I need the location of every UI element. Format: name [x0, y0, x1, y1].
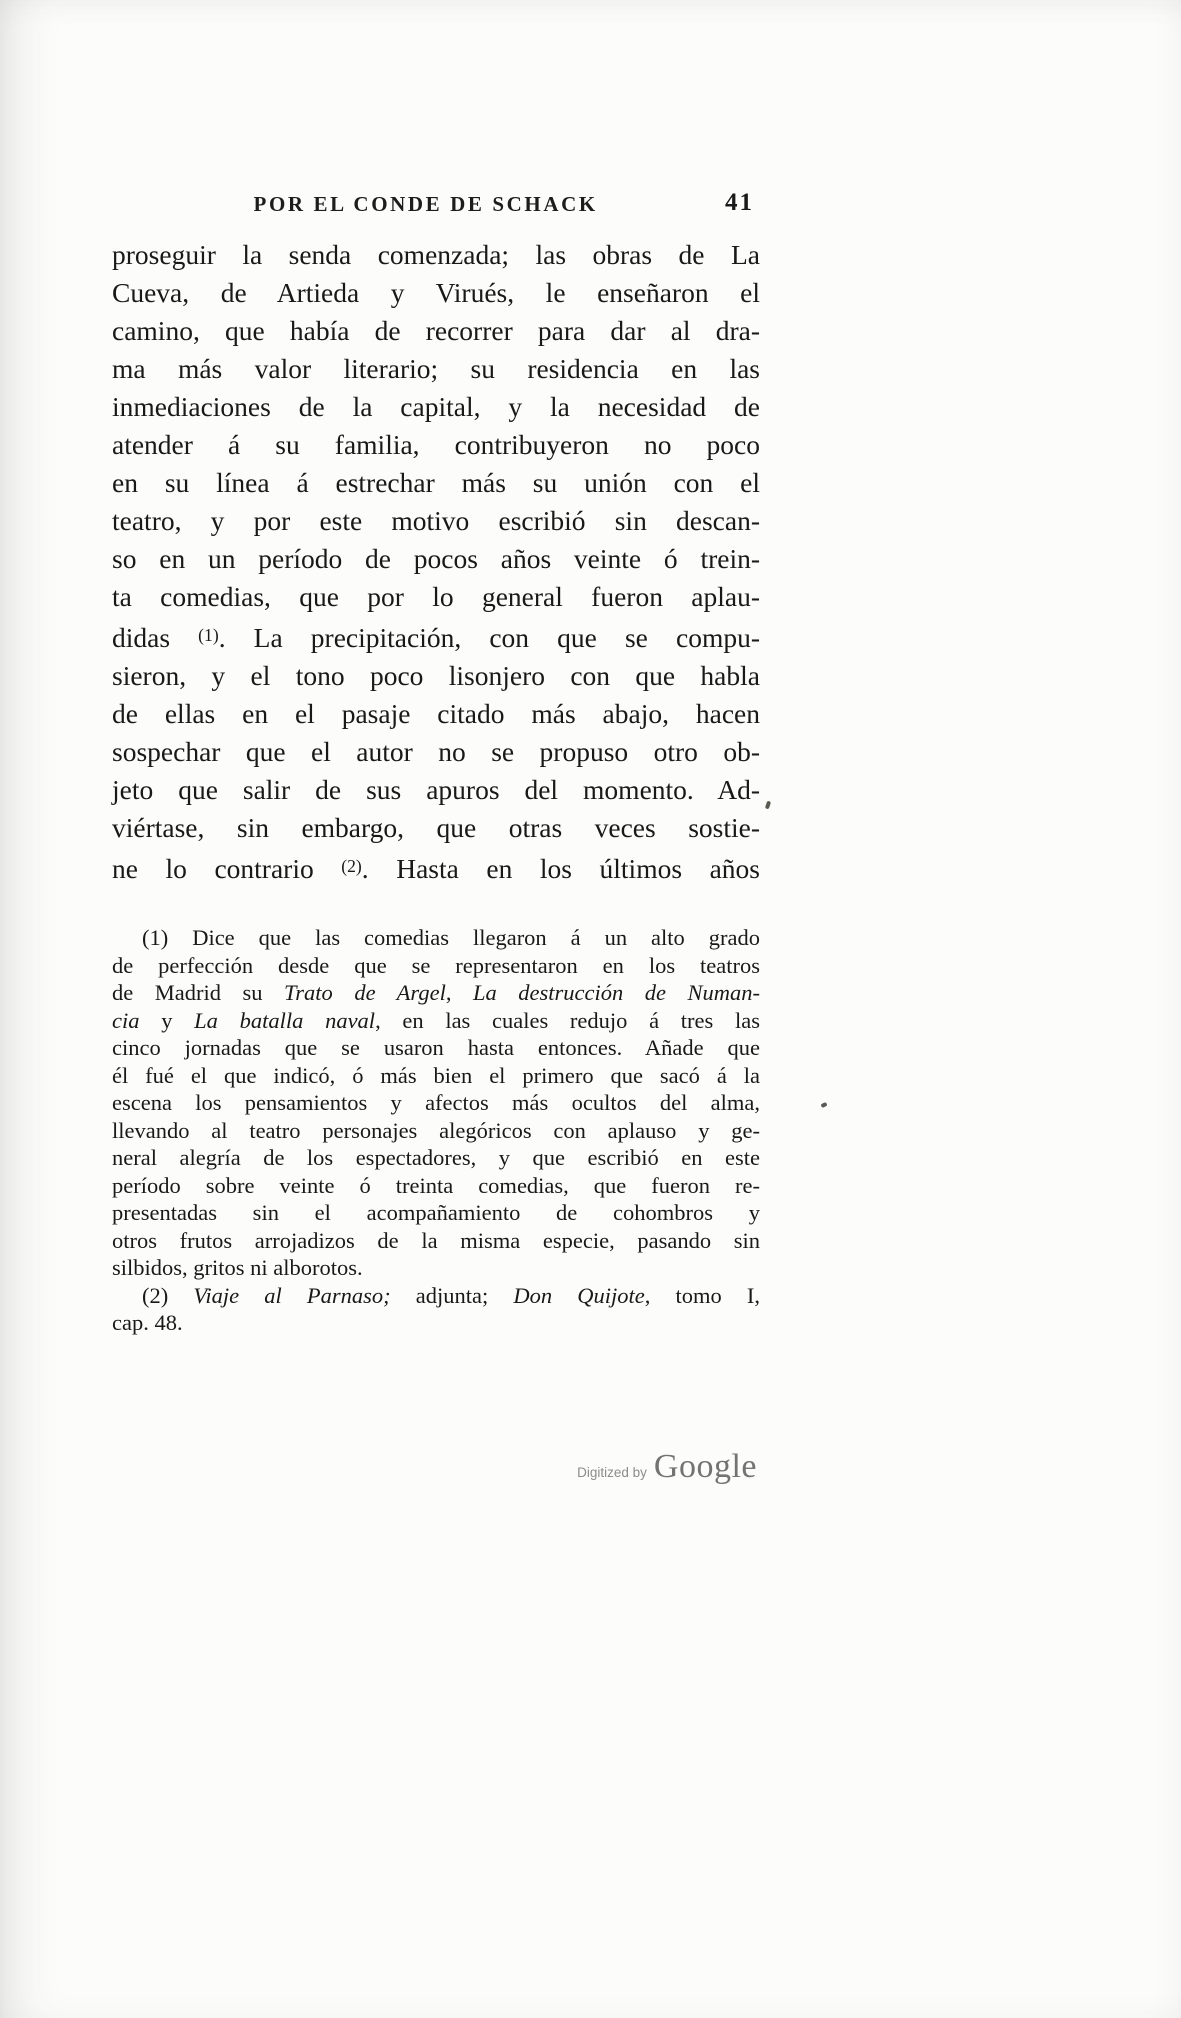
text-segment: silbidos, gritos ni alborotos. — [112, 1255, 363, 1280]
text-segment: ne lo contrario — [112, 853, 342, 884]
text-line — [112, 809, 760, 847]
text-segment: sospechar que el autor no se propuso otro ob- — [112, 736, 760, 767]
text-line — [112, 1062, 760, 1090]
text-segment: Cueva, de Artieda y Virués, le enseñaron el — [112, 277, 760, 308]
text-line — [112, 1144, 760, 1172]
page-header — [112, 189, 760, 224]
text-segment: La destrucción de Numan- — [472, 980, 760, 1005]
text-line — [112, 350, 760, 388]
text-line — [112, 1117, 760, 1145]
text-segment: viértase, sin embargo, que otras veces sostie- — [112, 812, 760, 843]
text-line — [112, 1034, 760, 1062]
text-segment: jeto que salir de sus apuros del momento. Ad- — [112, 774, 760, 805]
text-segment: él fué el que indicó, ó más bien el primero que sacó á la — [112, 1062, 760, 1088]
text-segment: otros frutos arrojadizos de la misma especie, pasando sin — [112, 1227, 760, 1253]
scan-speck — [820, 1102, 827, 1108]
text-segment: inmediaciones de la capital, y la necesidad de — [112, 391, 760, 422]
text-line — [112, 847, 760, 888]
text-segment: en su línea á estrechar más su unión con el — [112, 467, 760, 498]
text-line — [112, 388, 760, 426]
text-line — [112, 578, 760, 616]
text-line — [112, 924, 760, 952]
text-line — [112, 502, 760, 540]
text-segment: escena los pensamientos y afectos más ocultos del alma, — [112, 1090, 760, 1115]
body-text — [112, 236, 760, 888]
text-line — [112, 426, 760, 464]
text-line — [112, 464, 760, 502]
text-line — [112, 1007, 760, 1035]
text-segment: . La precipitación, con que se compu- — [218, 622, 760, 653]
footnote — [112, 1282, 760, 1337]
text-segment: proseguir la senda comenzada; las obras de La — [112, 239, 760, 270]
text-segment: camino, que había de recorrer para dar al dra- — [112, 315, 760, 346]
text-line — [112, 979, 760, 1007]
footnotes-section — [112, 924, 760, 1337]
text-line — [112, 312, 760, 350]
text-line — [112, 1089, 760, 1117]
text-line — [112, 657, 760, 695]
text-segment: adjunta; — [390, 1282, 514, 1308]
text-segment: Trato de Argel — [284, 980, 446, 1005]
text-line — [112, 1282, 760, 1310]
text-segment: didas — [112, 622, 199, 653]
text-line — [112, 1254, 760, 1282]
footnote — [112, 924, 760, 1282]
text-segment: llevando al teatro personajes alegóricos con aplauso y ge- — [112, 1117, 760, 1143]
scan-speck — [765, 801, 771, 810]
text-segment: cia — [112, 1007, 140, 1033]
text-segment: ta comedias, que por lo general fueron aplau- — [112, 581, 760, 612]
text-segment: cinco jornadas que se usaron hasta entonces. Añade que — [112, 1035, 760, 1060]
text-segment: La batalla naval — [194, 1007, 376, 1033]
text-segment: atender á su familia, contribuyeron no poco — [112, 429, 760, 460]
running-title: POR EL CONDE DE SCHACK — [253, 192, 598, 216]
footnote-marker: (2) — [341, 856, 362, 876]
text-segment: , en las cuales redujo á tres las — [375, 1007, 760, 1033]
text-segment: Don Quijote — [513, 1282, 645, 1308]
page-number: 41 — [725, 189, 754, 216]
text-line — [112, 1172, 760, 1200]
text-segment: período sobre veinte ó treinta comedias, que fueron re- — [112, 1172, 760, 1198]
text-line — [112, 1227, 760, 1255]
text-line — [112, 616, 760, 657]
text-segment: so en un período de pocos años veinte ó trein- — [112, 543, 760, 574]
text-segment: (2) — [142, 1282, 194, 1308]
footnote-marker: (1) — [198, 625, 219, 645]
text-line — [112, 236, 760, 274]
text-segment: de ellas en el pasaje citado más abajo, hacen — [112, 698, 760, 729]
text-line — [112, 952, 760, 980]
text-segment: ma más valor literario; su residencia en las — [112, 353, 760, 384]
text-segment: cap. 48. — [112, 1310, 183, 1335]
text-segment: sieron, y el tono poco lisonjero con que habla — [112, 660, 760, 691]
text-segment: de perfección desde que se representaron en los teatros — [112, 952, 760, 978]
text-line — [112, 274, 760, 312]
text-line — [112, 540, 760, 578]
text-segment: (1) Dice que las comedias llegaron á un alto grado — [142, 925, 760, 950]
page-content — [112, 189, 760, 1337]
text-segment: presentadas sin el acompañamiento de cohombros y — [112, 1200, 760, 1225]
text-segment: , — [445, 980, 473, 1005]
text-line — [112, 1309, 760, 1337]
text-line — [112, 695, 760, 733]
text-line — [112, 771, 760, 809]
text-segment: y — [139, 1007, 195, 1033]
text-segment: Viaje al Parnaso; — [193, 1282, 391, 1308]
text-segment: neral alegría de los espectadores, y que escribió en este — [112, 1145, 760, 1170]
text-line — [112, 1199, 760, 1227]
text-segment: de Madrid su — [112, 980, 285, 1005]
text-segment: , tomo I, — [644, 1282, 760, 1308]
text-line — [112, 733, 760, 771]
digitized-by-label: Digitized by — [577, 1465, 647, 1480]
digitization-footer — [577, 1448, 757, 1486]
text-segment: . Hasta en los últimos años — [361, 853, 760, 884]
text-segment: teatro, y por este motivo escribió sin descan- — [112, 505, 760, 536]
google-logo: Google — [653, 1448, 757, 1485]
